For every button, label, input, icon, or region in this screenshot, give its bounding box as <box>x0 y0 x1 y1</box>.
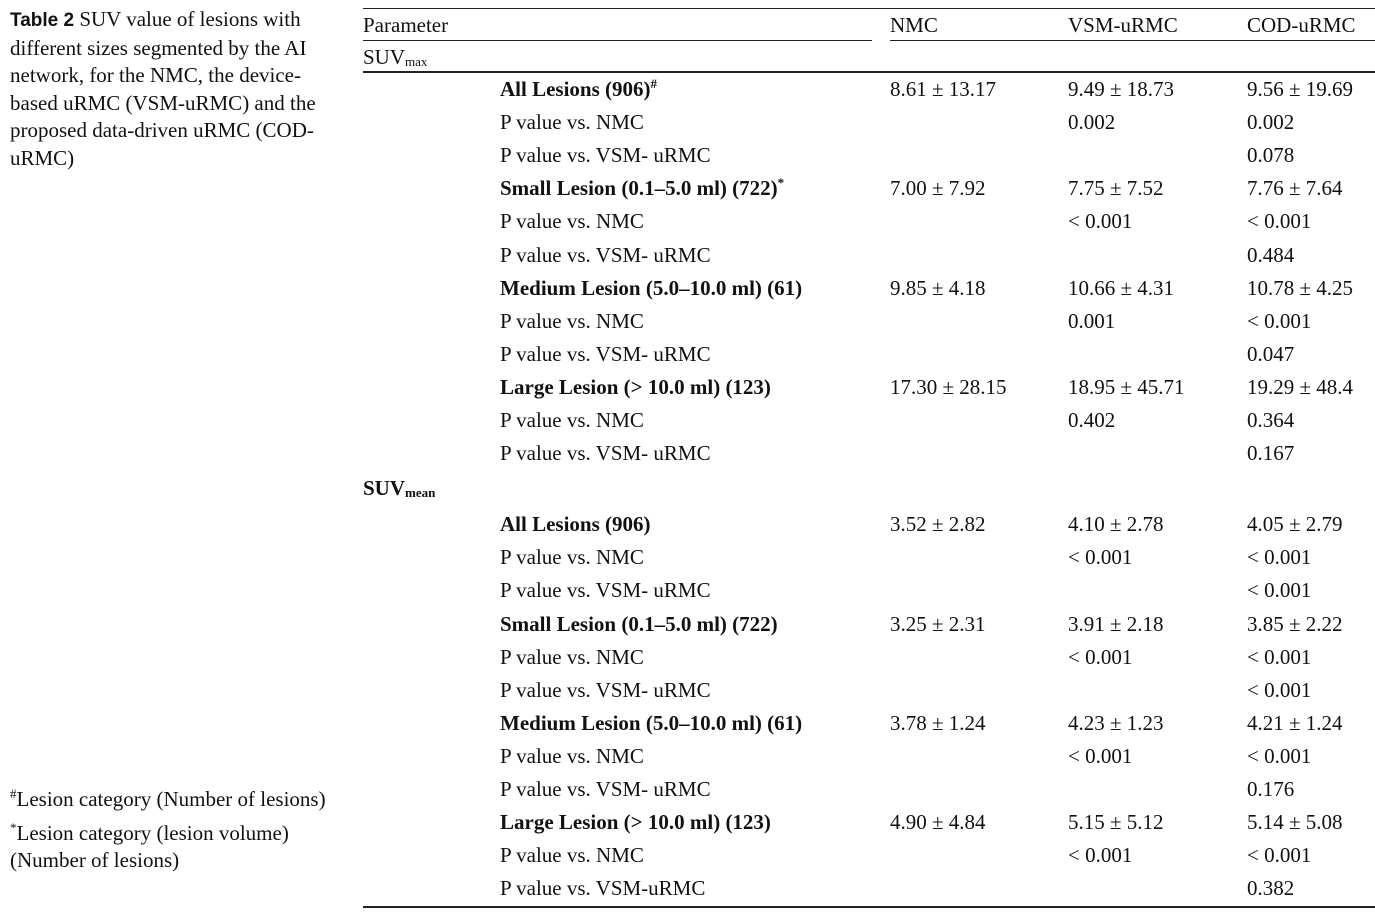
row-label: All Lesions (906)# <box>500 76 658 101</box>
section-label <box>363 475 435 504</box>
cell-cod-urmc: < 0.001 <box>1247 677 1312 702</box>
cell-vsm-urmc: 0.001 <box>1068 308 1116 333</box>
row-label: Small Lesion (0.1–5.0 ml) (722)* <box>500 175 785 201</box>
row-label: Medium Lesion (5.0–10.0 ml) (61) <box>500 275 803 300</box>
cell-cod-urmc: 3.85 ± 2.22 <box>1247 611 1343 636</box>
section-label-subscript: max <box>405 54 428 69</box>
table-top-rule <box>363 8 1375 9</box>
footnote-symbol: # <box>10 786 17 801</box>
cell-nmc: 3.25 ± 2.31 <box>890 611 986 636</box>
row-label: P value vs. VSM- uRMC <box>500 578 711 603</box>
cell-cod-urmc: 0.002 <box>1247 110 1295 135</box>
row-label: P value vs. NMC <box>500 209 644 234</box>
cell-vsm-urmc: 18.95 ± 45.71 <box>1068 374 1185 399</box>
cell-vsm-urmc: 4.23 ± 1.23 <box>1068 710 1164 735</box>
cell-vsm-urmc: 7.75 ± 7.52 <box>1068 176 1164 201</box>
cell-vsm-urmc: 0.002 <box>1068 110 1116 135</box>
cell-cod-urmc: 0.484 <box>1247 242 1295 267</box>
cell-cod-urmc: < 0.001 <box>1247 843 1312 868</box>
section-label-main: SUV <box>363 45 406 69</box>
section-label <box>363 44 427 73</box>
cell-cod-urmc: 4.05 ± 2.79 <box>1247 512 1343 537</box>
cell-cod-urmc: 0.078 <box>1247 143 1295 168</box>
cell-nmc: 3.52 ± 2.82 <box>890 512 986 537</box>
cell-cod-urmc: 0.382 <box>1247 876 1295 901</box>
cell-cod-urmc: 5.14 ± 5.08 <box>1247 810 1343 835</box>
row-label: P value vs. VSM- uRMC <box>500 341 711 366</box>
header-nmc: NMC <box>890 13 938 37</box>
row-label: P value vs. NMC <box>500 743 644 768</box>
cell-nmc: 17.30 ± 28.15 <box>890 374 1007 399</box>
cell-cod-urmc: 19.29 ± 48.4 <box>1247 374 1354 399</box>
cell-nmc: 9.85 ± 4.18 <box>890 275 986 300</box>
row-label: Medium Lesion (5.0–10.0 ml) (61) <box>500 710 803 735</box>
row-label: Large Lesion (> 10.0 ml) (123) <box>500 374 771 399</box>
table-footnotes <box>10 786 355 881</box>
caption-text: SUV value of lesions with different sizes segmented by the AI network, for the NMC, the device-based uRMC (VSM-uRMC) and the proposed data-driven uRMC (COD-uRMC) <box>10 7 316 170</box>
cell-cod-urmc: 0.047 <box>1247 341 1295 366</box>
row-label: P value vs. NMC <box>500 408 644 432</box>
cell-nmc: 4.90 ± 4.84 <box>890 810 986 835</box>
footnote-text: Lesion category (Number of lesions) <box>16 787 326 811</box>
row-label: P value vs. VSM- uRMC <box>500 777 711 801</box>
section-rule <box>363 71 1375 73</box>
cell-vsm-urmc: 10.66 ± 4.31 <box>1068 275 1175 300</box>
cell-nmc: 7.00 ± 7.92 <box>890 176 986 201</box>
row-label: P value vs. VSM- uRMC <box>500 143 711 168</box>
cell-cod-urmc: < 0.001 <box>1247 644 1312 669</box>
cell-cod-urmc: < 0.001 <box>1247 545 1312 570</box>
table-label: Table 2 <box>10 10 75 31</box>
row-label: P value vs. NMC <box>500 545 644 570</box>
section-label-subscript: mean <box>405 485 436 501</box>
header-vsm-urmc: VSM-uRMC <box>1068 13 1178 37</box>
cell-nmc: 8.61 ± 13.17 <box>890 77 997 101</box>
cell-vsm-urmc: 4.10 ± 2.78 <box>1068 512 1164 537</box>
footnote-mark: # <box>650 76 658 91</box>
row-label: P value vs. VSM- uRMC <box>500 441 711 466</box>
cell-vsm-urmc: 9.49 ± 18.73 <box>1068 77 1175 101</box>
header-cod-urmc: COD-uRMC <box>1247 13 1356 37</box>
header-rule-values <box>890 40 1375 41</box>
cell-cod-urmc: 9.56 ± 19.69 <box>1247 77 1354 101</box>
table-bottom-rule <box>363 906 1375 908</box>
row-label: P value vs. NMC <box>500 308 644 333</box>
cell-cod-urmc: 4.21 ± 1.24 <box>1247 710 1343 735</box>
cell-vsm-urmc: 0.402 <box>1068 408 1116 432</box>
footnote <box>10 786 355 814</box>
cell-nmc: 3.78 ± 1.24 <box>890 710 986 735</box>
cell-vsm-urmc: < 0.001 <box>1068 545 1133 570</box>
cell-vsm-urmc: 3.91 ± 2.18 <box>1068 611 1164 636</box>
cell-cod-urmc: < 0.001 <box>1247 308 1312 333</box>
row-label: P value vs. NMC <box>500 843 644 868</box>
table-caption <box>10 6 330 172</box>
row-label: P value vs. VSM- uRMC <box>500 677 711 702</box>
cell-cod-urmc: 10.78 ± 4.25 <box>1247 275 1354 300</box>
cell-cod-urmc: < 0.001 <box>1247 578 1312 603</box>
cell-cod-urmc: < 0.001 <box>1247 743 1312 768</box>
row-label: P value vs. NMC <box>500 110 644 135</box>
footnote <box>10 820 355 875</box>
cell-cod-urmc: 7.76 ± 7.64 <box>1247 176 1343 201</box>
header-parameter: Parameter <box>363 13 449 37</box>
row-label: Small Lesion (0.1–5.0 ml) (722) <box>500 611 778 636</box>
row-label: P value vs. NMC <box>500 644 644 669</box>
cell-cod-urmc: 0.167 <box>1247 441 1295 466</box>
footnote-mark: * <box>777 175 785 191</box>
row-label: P value vs. VSM-uRMC <box>500 876 706 901</box>
header-rule-parameter <box>363 40 872 41</box>
row-label: Large Lesion (> 10.0 ml) (123) <box>500 810 771 835</box>
cell-vsm-urmc: < 0.001 <box>1068 743 1133 768</box>
cell-cod-urmc: 0.176 <box>1247 777 1295 801</box>
footnote-text: Lesion category (lesion volume) (Number of lesions) <box>10 820 289 872</box>
cell-vsm-urmc: < 0.001 <box>1068 209 1133 234</box>
section-label-main: SUV <box>363 476 406 501</box>
row-label: All Lesions (906) <box>500 512 651 537</box>
cell-cod-urmc: < 0.001 <box>1247 209 1312 234</box>
cell-cod-urmc: 0.364 <box>1247 408 1295 432</box>
footnote-symbol: * <box>10 819 17 835</box>
cell-vsm-urmc: < 0.001 <box>1068 644 1133 669</box>
cell-vsm-urmc: < 0.001 <box>1068 843 1133 868</box>
cell-vsm-urmc: 5.15 ± 5.12 <box>1068 810 1164 835</box>
row-label: P value vs. VSM- uRMC <box>500 242 711 267</box>
